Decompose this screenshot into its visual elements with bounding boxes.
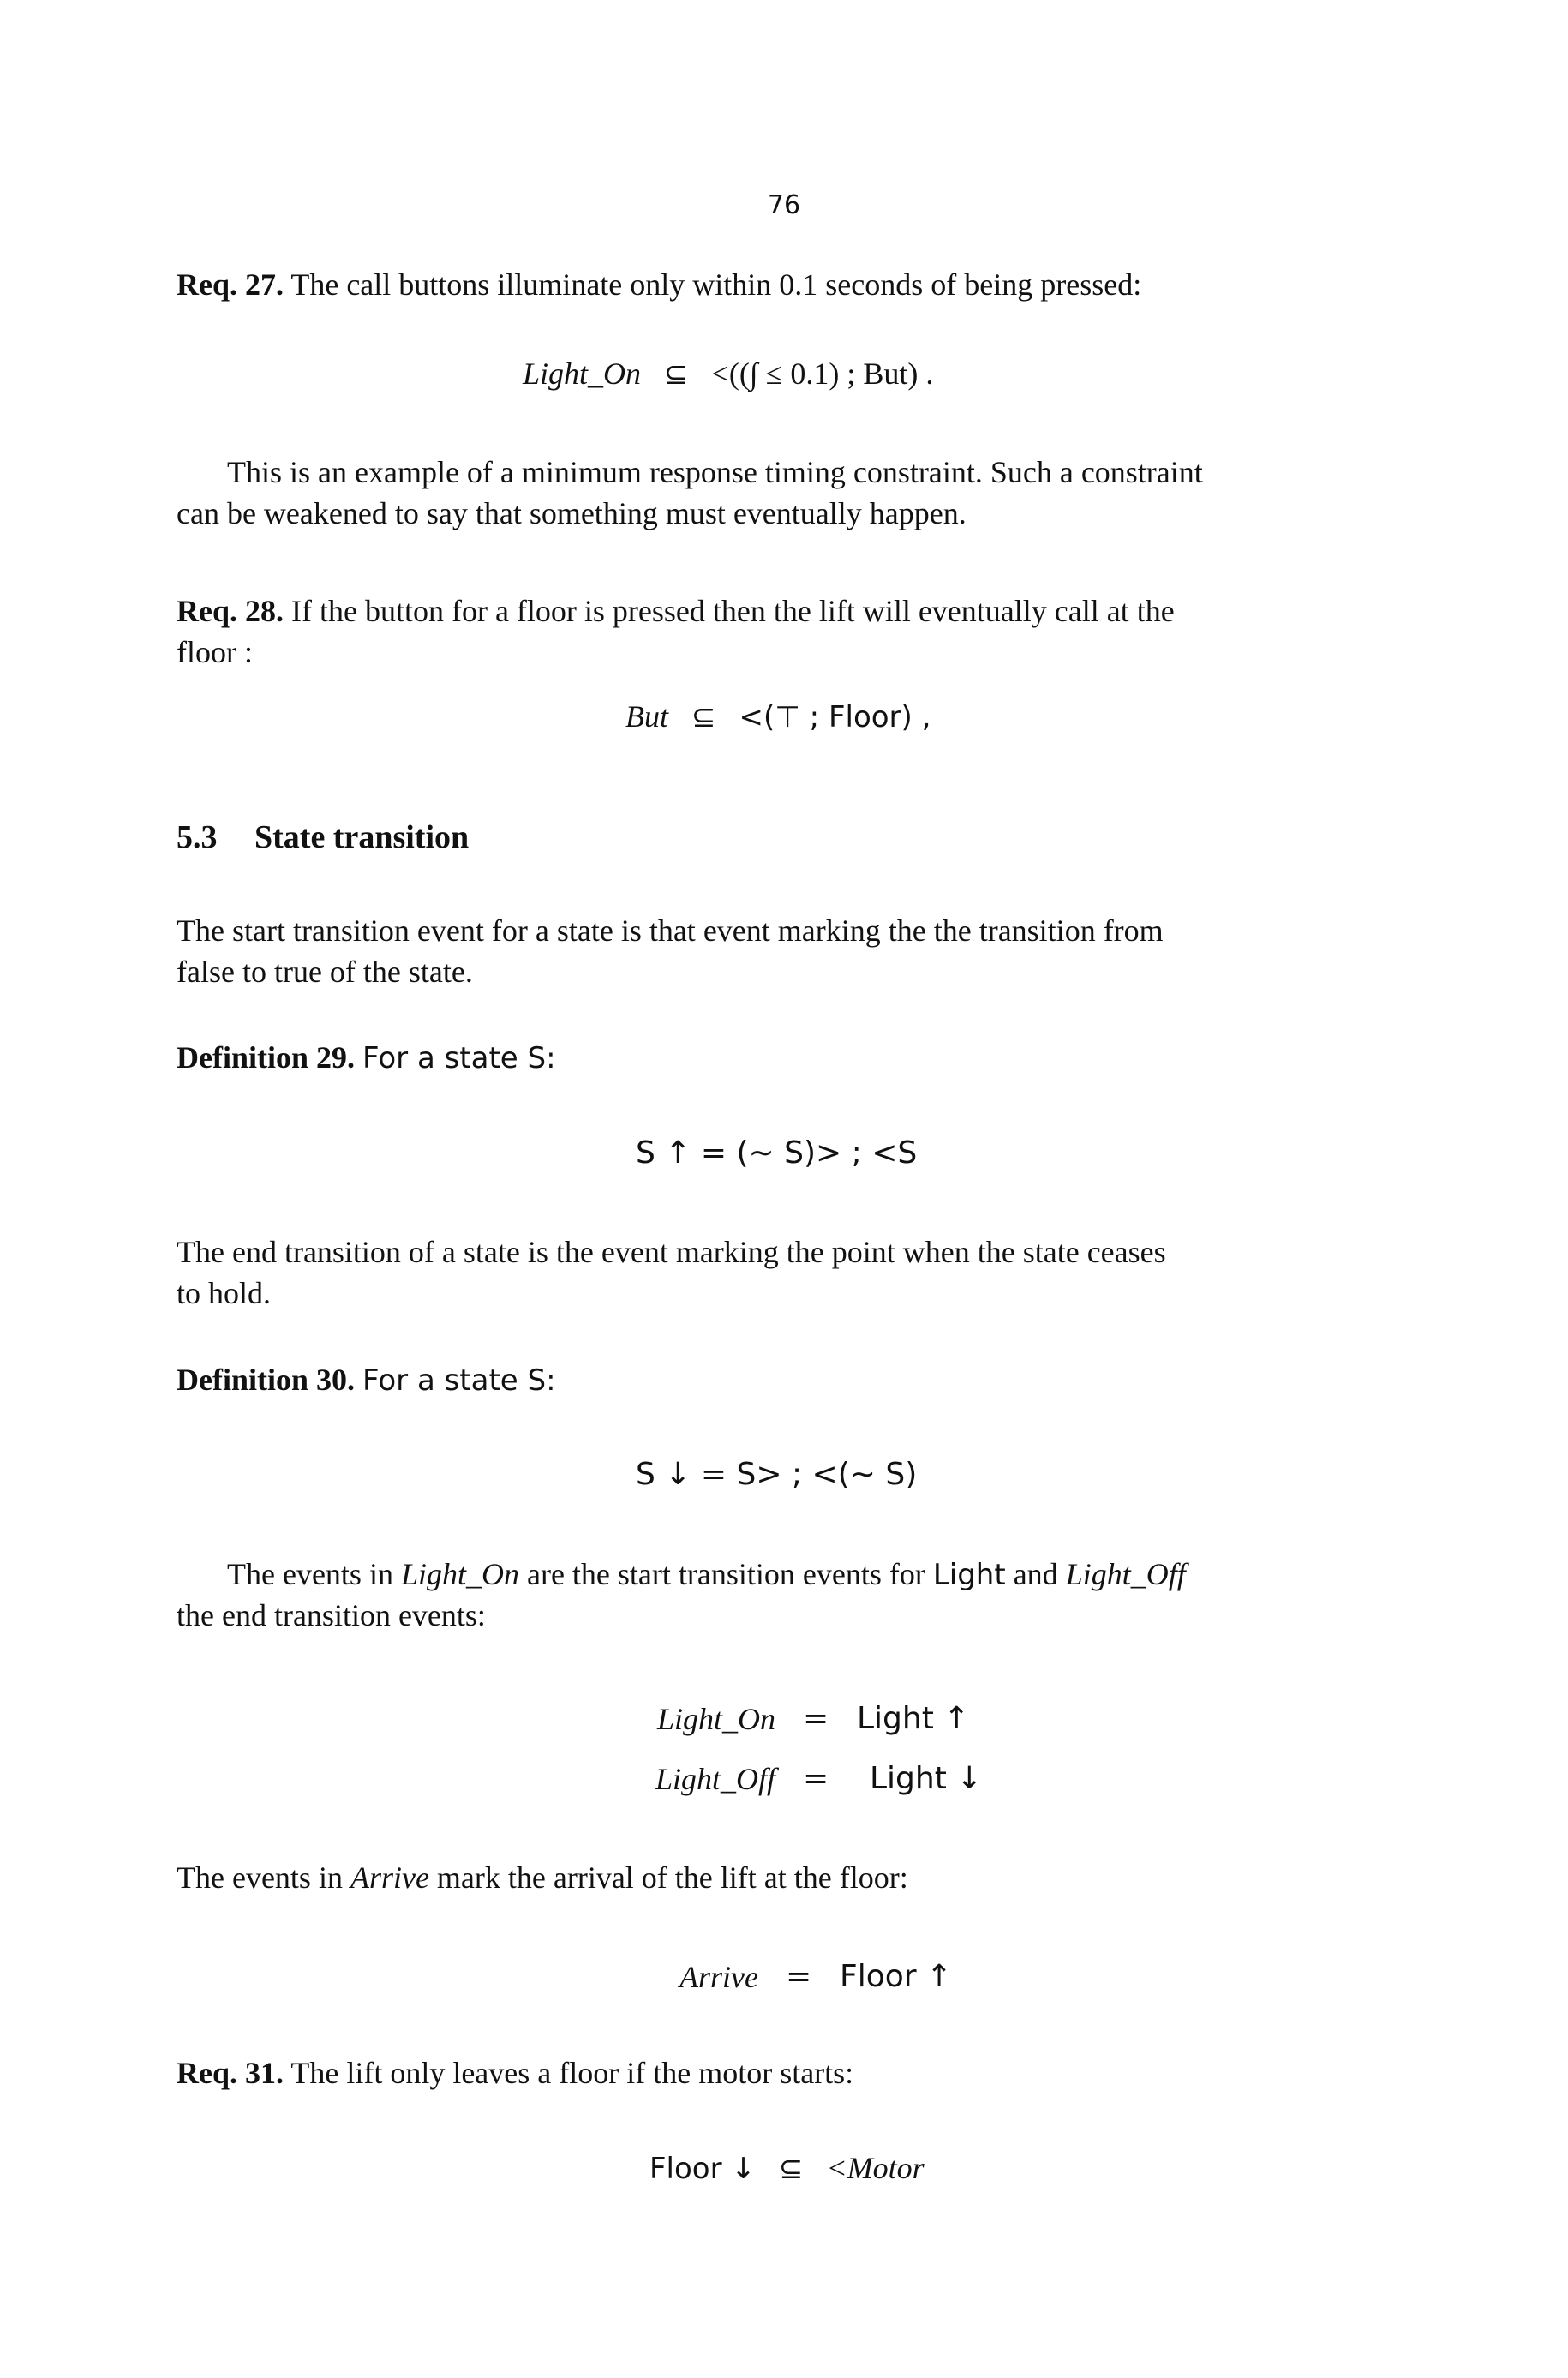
def30-text: For a state S: [362, 1363, 556, 1398]
eq-arrive-rhs: Floor ↑ [840, 1959, 953, 1994]
para-arrive-term: Arrive [350, 1860, 429, 1895]
para-events-pre: The events in [227, 1557, 393, 1591]
req31-eq-lhs: Floor ↓ [649, 2152, 756, 2186]
def30-label: Definition 30. [177, 1363, 356, 1397]
para-start-line2: false to true of the state. [177, 955, 473, 989]
eq-light-on-lhs: Light_On [656, 1702, 775, 1736]
para-arrive-line [177, 1857, 908, 1898]
def29-line [177, 1037, 556, 1079]
eq-light-on-rhs: Light ↑ [857, 1701, 970, 1736]
eq-light-on-op: = [803, 1701, 829, 1736]
def29-text: For a state S: [362, 1041, 556, 1075]
para-min-response-line2: can be weakened to say that something must eventually happen. [177, 496, 967, 530]
req27-equation [523, 353, 933, 395]
req28-eq-rhs: <(⊤ ; Floor) , [739, 700, 931, 734]
req27-eq-rhs: <((∫ ≤ 0.1) ; But) . [711, 356, 934, 391]
req27-eq-lhs: Light_On [523, 356, 642, 391]
def29-equation: S ↑ = (∼ S)> ; <S [636, 1135, 918, 1171]
eq-light-off-rhs: Light ↓ [870, 1761, 983, 1796]
req31-eq-op: ⊆ [778, 2152, 804, 2186]
para-end-line2: to hold. [177, 1276, 272, 1310]
req28-equation [625, 696, 931, 738]
req28-line2: floor : [177, 635, 253, 669]
req31-line [177, 2052, 853, 2093]
req28-line1 [177, 590, 1175, 632]
req31-eq-rhs: <Motor [826, 2151, 925, 2185]
req31-text: The lift only leaves a floor if the motor starts: [290, 2056, 854, 2090]
req27-eq-op: ⊆ [664, 357, 689, 392]
para-events-term1: Light_On [400, 1557, 519, 1591]
para-events-term3: Light_Off [1065, 1557, 1186, 1591]
para-end-line1: The end transition of a state is the event marking the point when the state ceases [177, 1235, 1166, 1269]
req27-line [177, 264, 1141, 305]
para-arrive-post: mark the arrival of the lift at the floor: [436, 1860, 908, 1895]
def29-label: Definition 29. [177, 1040, 356, 1075]
para-events-mid: are the start transition events for [526, 1557, 925, 1591]
page-number: 76 [767, 190, 801, 220]
section-title: State transition [254, 819, 470, 855]
para-events-and: and [1013, 1557, 1058, 1591]
req28-text-line1: If the button for a floor is pressed then the lift will eventually call at the [291, 594, 1175, 628]
eq-arrive-op: = [786, 1959, 812, 1994]
para-start-line1: The start transition event for a state is that event marking the the transition from [177, 913, 1164, 948]
eq-light-off-op: = [803, 1761, 829, 1796]
req28-label: Req. 28. [177, 594, 284, 628]
req28-eq-op: ⊆ [691, 700, 716, 734]
def30-line [177, 1359, 556, 1401]
eq-arrive-lhs: Arrive [679, 1960, 758, 1994]
req31-label: Req. 31. [177, 2056, 284, 2090]
para-events-line1 [227, 1554, 1186, 1596]
para-arrive-pre: The events in [177, 1860, 343, 1895]
para-events-term2: Light [932, 1558, 1006, 1592]
para-events-line2: the end transition events: [177, 1598, 486, 1632]
eq-light-off-lhs: Light_Off [655, 1762, 775, 1796]
req27-label: Req. 27. [177, 267, 284, 302]
req27-text: The call buttons illuminate only within 0.1 seconds of being pressed: [290, 267, 1142, 302]
section-number: 5.3 [177, 819, 218, 855]
section-heading [177, 818, 469, 856]
para-min-response-line1: This is an example of a minimum response timing constraint. Such a constraint [227, 455, 1203, 489]
req31-equation [649, 2147, 925, 2189]
req28-eq-lhs: But [625, 699, 668, 734]
def30-equation: S ↓ = S> ; <(∼ S) [636, 1457, 918, 1492]
